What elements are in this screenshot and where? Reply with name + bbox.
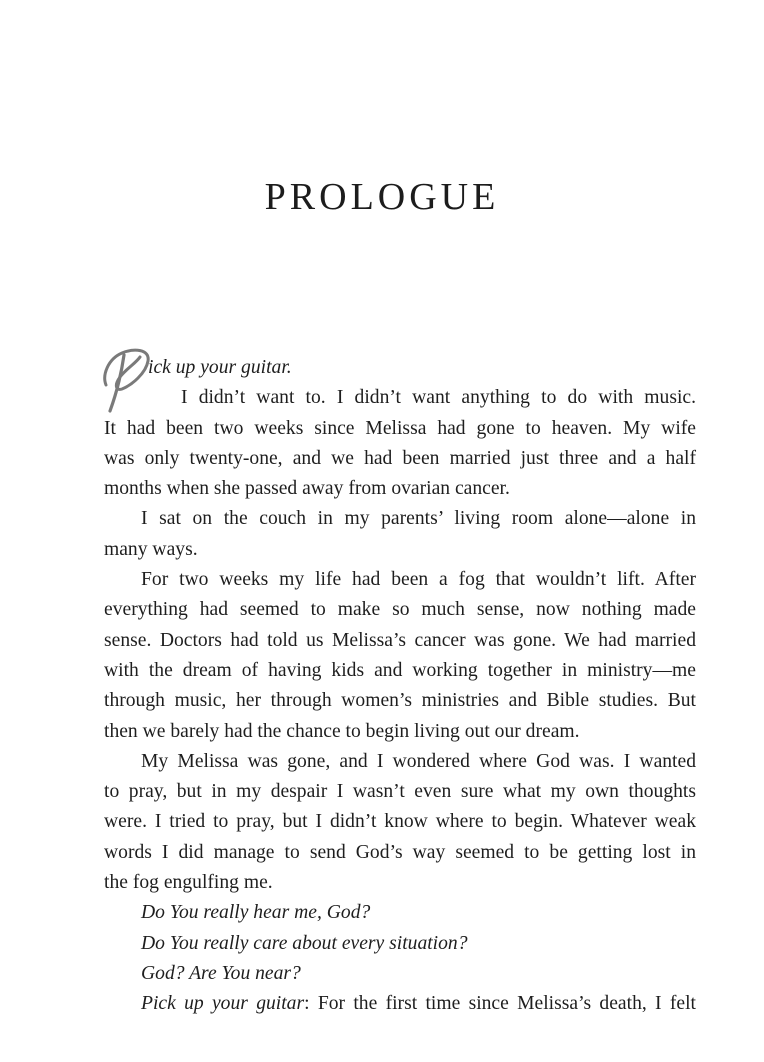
text-line: My Melissa was gone, and I wondered where God was. I wanted: [141, 750, 696, 772]
text-line: I didn’t want to. I didn’t want anything to do with music.: [181, 387, 696, 409]
text-line: the fog engulfing me.: [104, 872, 273, 894]
text-line: to pray, but in my despair I wasn’t even sure what my own thoughts: [104, 781, 696, 803]
chapter-title: PROLOGUE: [264, 176, 500, 218]
italic-phrase: Pick up your guitar: [141, 993, 305, 1015]
text-line: through music, her through women’s ministries and Bible studies. But: [104, 690, 696, 712]
dropcap-p-icon: [100, 345, 152, 415]
chapter-body: [104, 353, 696, 1020]
text-segment: : For the first time since Melissa’s death, I felt: [304, 993, 696, 1015]
text-line: many ways.: [104, 538, 198, 560]
paragraph: [104, 504, 696, 565]
prayer-line: God? Are You near?: [141, 962, 301, 984]
text-line: sense. Doctors had told us Melissa’s cancer was gone. We had married: [104, 629, 696, 651]
text-line: everything had seemed to make so much sense, now nothing made: [104, 599, 696, 621]
paragraph: [104, 383, 696, 504]
text-line: was only twenty-one, and we had been married just three and a half: [104, 447, 696, 469]
text-line: I sat on the couch in my parents’ living room alone—alone in: [141, 508, 696, 530]
text-line: were. I tried to pray, but I didn’t know where to begin. Whatever weak: [104, 811, 696, 833]
text-line: with the dream of having kids and working together in ministry—me: [104, 659, 696, 681]
paragraph: [104, 565, 696, 747]
text-line: then we barely had the chance to begin living out our dream.: [104, 720, 580, 742]
paragraph: [104, 747, 696, 898]
prayer-line: Do You really care about every situation?: [141, 932, 468, 954]
opening-line: ick up your guitar.: [148, 357, 292, 378]
text-line: words I did manage to send God’s way seemed to be getting lost in: [104, 841, 696, 863]
text-line: It had been two weeks since Melissa had gone to heaven. My wife: [104, 417, 696, 439]
text-line: months when she passed away from ovarian cancer.: [104, 478, 510, 500]
text-line: For two weeks my life had been a fog that wouldn’t lift. After: [141, 569, 696, 591]
prayer-line: Do You really hear me, God?: [141, 902, 371, 924]
text-line: [104, 989, 696, 1019]
